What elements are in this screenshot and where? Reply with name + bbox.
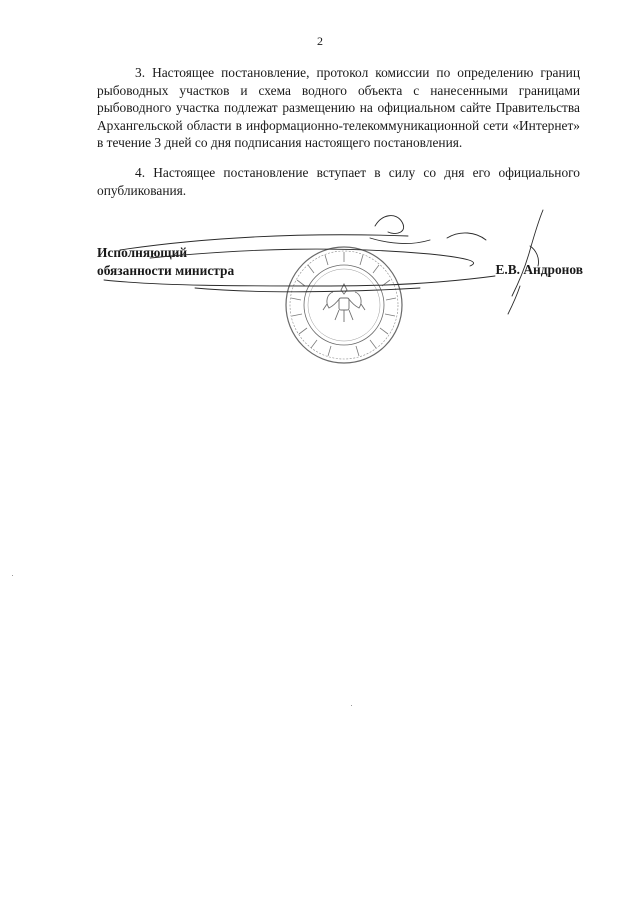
paragraph-3: 3. Настоящее постановление, протокол комиссии по определению границ рыбоводных участков и схема водного объекта с нанесенными границами рыбоводного участка подлежат размещению на официальном сайте Правительства Архангельской области в информационно-телекоммуникационной сети «Интернет» в течение 3 дней со дня подписания настоящего постановления.: [97, 65, 580, 150]
signatory-title: [97, 244, 234, 280]
official-seal-stamp: [283, 244, 405, 366]
signatory-title-line1: Исполняющий: [97, 245, 188, 260]
scan-speck: [12, 575, 13, 576]
paragraph-4: 4. Настоящее постановление вступает в силу со дня его официального опубликования.: [97, 165, 580, 198]
signatory-title-line2: обязанности министра: [97, 263, 235, 278]
signatory-name: Е.В. Андронов: [495, 262, 583, 277]
scan-speck: [351, 705, 352, 706]
page-number: 2: [317, 34, 323, 48]
signature-block: [97, 244, 583, 374]
